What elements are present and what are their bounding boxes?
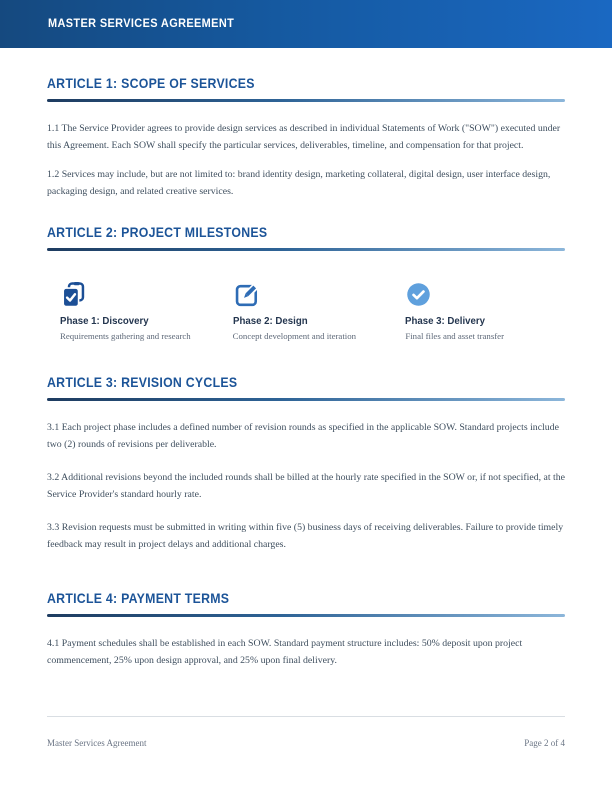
footer-document-name: Master Services Agreement xyxy=(47,738,147,748)
article-2-heading-rule xyxy=(47,248,565,251)
milestone-3-description: Final files and asset transfer xyxy=(405,331,505,341)
clipboard-check-icon xyxy=(60,281,87,308)
article-4-paragraph-1: 4.1 Payment schedules shall be established in each SOW. Standard payment structure includes: 50% deposit upon project commencement, 25% upon design approval, and 25% upon final delivery. xyxy=(47,637,523,666)
article-3-paragraph-3: 3.3 Revision requests must be submitted in writing within five (5) business days of receiving deliverables. Failure to provide timely feedback may result in project delays and additional charges. xyxy=(47,521,564,550)
article-1-paragraph-1: 1.1 The Service Provider agrees to provide design services as described in individual Statements of Work ("SOW") executed under this Agreement. Each SOW shall specify the particular services, deliverables, timeline, and compensation for that project. xyxy=(47,123,561,151)
check-circle-icon xyxy=(405,281,432,308)
article-3-paragraph-2: 3.2 Additional revisions beyond the included rounds shall be billed at the hourly rate specified in the SOW or, if not specified, at the Service Provider's standard hourly rate. xyxy=(47,471,566,500)
milestone-phase-3 xyxy=(392,281,565,343)
article-1-heading: ARTICLE 1: SCOPE OF SERVICES xyxy=(47,75,255,91)
article-1-paragraph-2: 1.2 Services may include, but are not limited to: brand identity design, marketing collateral, digital design, user interface design, packaging design, and related creative services. xyxy=(47,169,551,197)
article-2-heading: ARTICLE 2: PROJECT MILESTONES xyxy=(47,224,268,240)
article-2-section xyxy=(47,225,565,343)
milestones-row xyxy=(47,281,565,343)
article-3-heading-rule xyxy=(47,398,565,401)
article-1-heading-rule xyxy=(47,99,565,102)
article-1-section xyxy=(47,76,565,200)
article-3-section xyxy=(47,375,565,553)
article-4-heading-rule xyxy=(47,614,565,617)
article-3-paragraph-1: 3.1 Each project phase includes a defined number of revision rounds as specified in the applicable SOW. Standard projects include two (2) rounds of revisions per deliverable. xyxy=(47,421,559,450)
article-4-heading: ARTICLE 4: PAYMENT TERMS xyxy=(47,589,230,606)
milestone-2-title: Phase 2: Design xyxy=(232,315,308,327)
article-3-heading: ARTICLE 3: REVISION CYCLES xyxy=(47,373,238,390)
milestone-3-title: Phase 3: Delivery xyxy=(405,315,486,327)
footer-divider xyxy=(47,716,565,717)
document-header-bar xyxy=(0,0,612,48)
milestone-2-description: Concept development and iteration xyxy=(232,331,357,341)
milestone-1-title: Phase 1: Discovery xyxy=(60,315,149,327)
milestone-phase-1 xyxy=(47,281,220,343)
page-footer xyxy=(47,716,565,749)
footer-row xyxy=(47,737,565,749)
article-4-section xyxy=(47,591,565,669)
document-title: MASTER SERVICES AGREEMENT xyxy=(48,18,235,30)
edit-square-icon xyxy=(233,281,260,308)
milestone-1-description: Requirements gathering and research xyxy=(60,331,191,341)
footer-page-number: Page 2 of 4 xyxy=(524,738,565,748)
document-body xyxy=(0,76,612,669)
milestone-phase-2 xyxy=(220,281,393,343)
